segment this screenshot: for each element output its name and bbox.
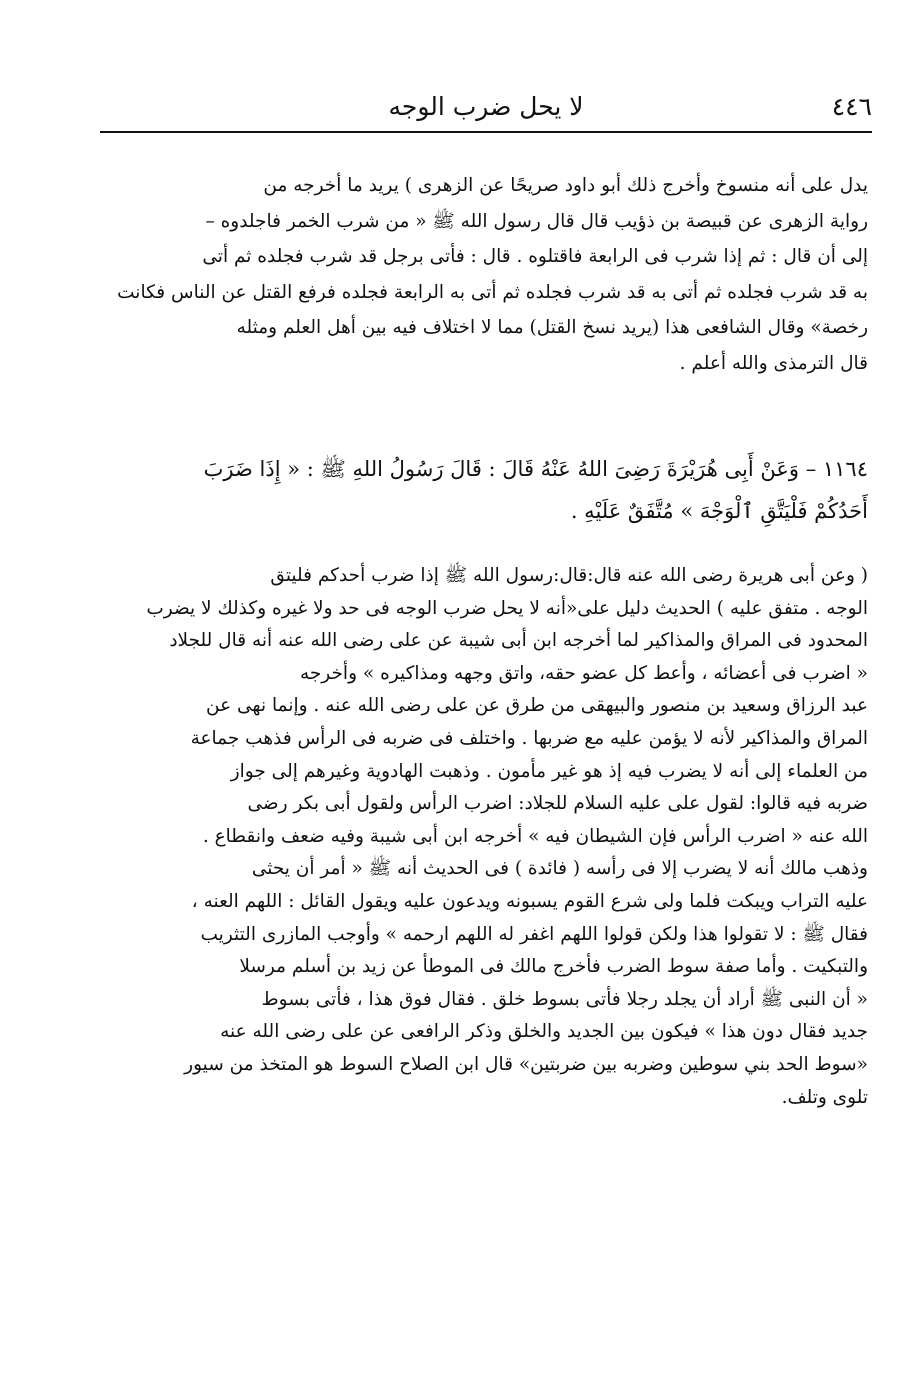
commentary-paragraph bbox=[104, 560, 868, 1114]
hadith-line: ١١٦٤ – وَعَنْ أَبِى هُرَيْرَةَ رَضِىَ اللهُ عَنْهُ قَالَ : قَالَ رَسُولُ اللهِ ﷺ : « إِذَا ضَرَبَ bbox=[203, 457, 868, 481]
text-line: تلوى وتلف. bbox=[781, 1086, 868, 1108]
text-line: عبد الرزاق وسعيد بن منصور والبيهقى من طرق عن على رضى الله عنه . وإنما نهى عن bbox=[206, 695, 868, 717]
text-line: « أن النبى ﷺ أراد أن يجلد رجلا فأتى بسوط خلق . فقال فوق هذا ، فأتى بسوط bbox=[261, 988, 868, 1010]
text-line: الوجه . متفق عليه ) الحديث دليل على«أنه لا يحل ضرب الوجه فى حد ولا غيره وكذلك لا يضرب bbox=[146, 597, 868, 619]
text-line: المحدود فى المراق والمذاكير لما أخرجه ابن أبى شيبة عن على رضى الله عنه أنه قال للجلاد bbox=[169, 630, 868, 652]
running-title: لا يحل ضرب الوجه bbox=[388, 92, 584, 121]
text-line: من العلماء إلى أنه لا يضرب فيه إذ هو غير مأمون . وذهبت الهادوية وغيرهم إلى جواز bbox=[230, 760, 868, 782]
intro-paragraph bbox=[104, 168, 868, 381]
text-line: والتبكيت . وأما صفة سوط الضرب فأخرج مالك فى الموطأ عن زيد بن أسلم مرسلا bbox=[239, 956, 868, 978]
text-line: المراق والمذاكير لأنه لا يؤمن عليه مع ضربها . واختلف فى ضربه فى الرأس فذهب جماعة bbox=[190, 727, 868, 749]
text-line: يدل على أنه منسوخ وأخرج ذلك أبو داود صريحًا عن الزهرى ) يريد ما أخرجه من bbox=[263, 175, 868, 196]
text-line: عليه التراب ويبكت فلما ولى شرع القوم يسبونه ويدعون عليه ويقول القائل : اللهم العنه ، bbox=[191, 890, 868, 912]
text-line: جديد فقال دون هذا » فيكون بين الجديد والخلق وذكر الرافعى عن على رضى الله عنه bbox=[220, 1021, 868, 1043]
text-line: الله عنه « اضرب الرأس فإن الشيطان فيه » أخرجه ابن أبى شيبة وفيه ضعف وانقطاع . bbox=[202, 825, 868, 847]
text-line: « اضرب فى أعضائه ، وأعط كل عضو حقه، واتق وجهه ومذاكيره » وأخرجه bbox=[299, 662, 868, 684]
text-line: فقال ﷺ : لا تقولوا هذا ولكن قولوا اللهم اغفر له اللهم ارحمه » وأوجب المازرى التثريب bbox=[200, 923, 868, 945]
text-line: به قد شرب فجلده ثم أتى به قد شرب فجلده ثم أتى به الرابعة فجلده فرفع القتل عن الناس فكانت bbox=[117, 281, 868, 303]
text-line: «سوط الحد بني سوطين وضربه بين ضربتين» قال ابن الصلاح السوط هو المتخذ من سيور bbox=[184, 1053, 868, 1075]
text-line: قال الترمذى والله أعلم . bbox=[679, 352, 868, 374]
hadith-text bbox=[104, 448, 868, 532]
text-line: رواية الزهرى عن قبيصة بن ذؤيب قال قال رسول الله ﷺ « من شرب الخمر فاجلدوه – bbox=[205, 210, 868, 232]
page-header bbox=[100, 88, 872, 128]
text-line: ضربه فيه قالوا: لقول على عليه السلام للجلاد: اضرب الرأس ولقول أبى بكر رضى bbox=[247, 793, 868, 815]
text-line: إلى أن قال : ثم إذا شرب فى الرابعة فاقتلوه . قال : فأتى برجل قد شرب فجلده ثم أتى bbox=[202, 246, 868, 267]
header-rule bbox=[100, 131, 872, 133]
text-line: ( وعن أبى هريرة رضى الله عنه قال:قال:رسول الله ﷺ إذا ضرب أحدكم فليتق bbox=[270, 565, 868, 586]
text-line: وذهب مالك أنه لا يضرب إلا فى رأسه ( فائدة ) فى الحديث أنه ﷺ « أمر أن يحثى bbox=[251, 858, 868, 880]
page-number: ٤٤٦ bbox=[831, 92, 872, 121]
text-line: رخصة» وقال الشافعى هذا (يريد نسخ القتل) مما لا اختلاف فيه بين أهل العلم ومثله bbox=[236, 317, 868, 338]
hadith-line: أَحَدُكُمْ فَلْيَتَّقِ ٱلْوَجْهَ » مُتَّفَقٌ عَلَيْهِ . bbox=[570, 499, 868, 523]
